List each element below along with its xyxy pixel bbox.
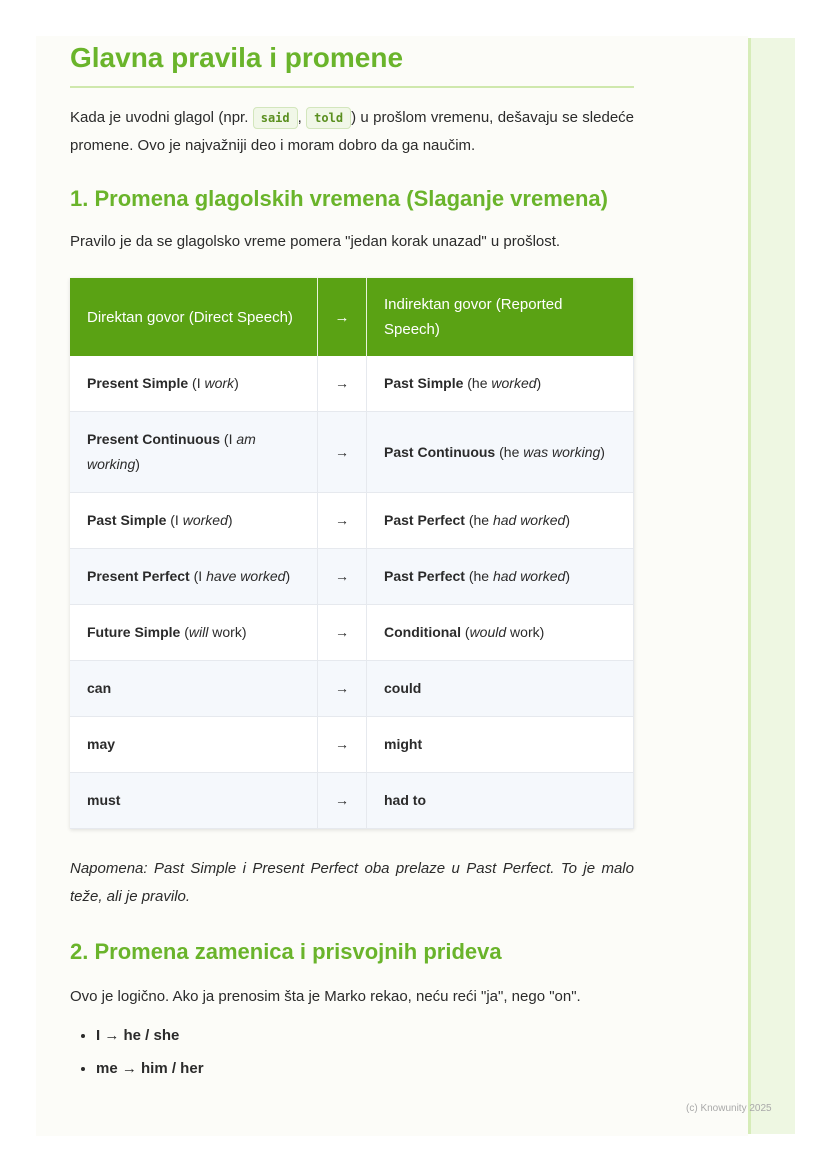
cell-direct <box>70 717 318 773</box>
intro-sep: , <box>297 109 307 126</box>
cell-text-d-bold: Past Simple <box>87 512 167 528</box>
cell-reported <box>367 493 634 549</box>
arrow-icon: → <box>318 493 367 549</box>
note-paragraph: Napomena: Past Simple i Present Perfect oba prelaze u Past Perfect. To je malo teže, ali je pravilo. <box>70 860 634 905</box>
cell-direct <box>70 356 318 412</box>
cell-reported <box>367 661 634 717</box>
list-item: • I → he / she <box>96 1025 634 1047</box>
cell-reported <box>367 412 634 493</box>
arrow-icon: → <box>318 717 367 773</box>
arrow-icon: → <box>318 549 367 605</box>
cell-direct <box>70 661 318 717</box>
cell-text-d-it: will <box>188 624 209 640</box>
cell-text-d-post: (I <box>189 568 207 584</box>
table-row <box>70 412 634 493</box>
cell-text-d-bold: Present Simple <box>87 375 189 391</box>
cell-text-d-end: ) <box>227 512 233 528</box>
intro-text-2: ) u prošlom vremenu, dešavaju se sledeće promene. Ovo je najvažniji deo i moram dobro da ga naučim. <box>70 109 635 154</box>
cell-text-d-bold: may <box>87 736 116 752</box>
cell-text-r-end: ) <box>536 375 542 391</box>
table-row <box>70 717 634 773</box>
table-header-row <box>70 278 634 356</box>
cell-text-r-it: worked <box>491 375 537 391</box>
cell-reported <box>367 605 634 661</box>
cell-text-r-bold: might <box>384 736 423 752</box>
code-told: told <box>306 107 351 129</box>
footer-copyright: (c) Knowunity 2025 <box>686 1103 772 1114</box>
document-content <box>70 40 634 1091</box>
table-row <box>70 773 634 829</box>
cell-direct <box>70 412 318 493</box>
cell-text-r-post: (he <box>464 512 493 528</box>
arrow-icon: → <box>318 773 367 829</box>
list-item: • me → him / her <box>96 1058 634 1080</box>
cell-reported <box>367 773 634 829</box>
cell-reported <box>367 356 634 412</box>
cell-text-r-bold: Past Simple <box>384 375 464 391</box>
cell-text-r-post: (he <box>463 375 492 391</box>
cell-text-d-bold: Present Perfect <box>87 568 190 584</box>
cell-text-r-post: ( <box>461 624 470 640</box>
cell-text-d-post: (I <box>220 431 237 447</box>
cell-text-r-bold: could <box>384 680 422 696</box>
cell-text-r-bold: had to <box>384 792 426 808</box>
arrow-icon: → <box>318 412 367 493</box>
cell-text-r-bold: Past Continuous <box>384 443 496 460</box>
page-title: Glavna pravila i promene <box>70 40 634 88</box>
cell-text-r-end: ) <box>600 443 605 460</box>
arrow-icon: → <box>318 661 367 717</box>
cell-text-r-end: work) <box>506 624 545 640</box>
arrow-icon: → <box>318 605 367 661</box>
cell-text-r-post: (he <box>495 443 524 460</box>
table-row <box>70 549 634 605</box>
section1-heading: 1. Promena glagolskih vremena (Slaganje vremena) <box>70 186 608 211</box>
cell-direct <box>70 549 318 605</box>
header-arrow: → <box>318 278 367 356</box>
cell-text-d-bold: can <box>87 680 112 696</box>
cell-reported <box>367 717 634 773</box>
cell-text-d-end: ) <box>234 375 239 391</box>
cell-direct <box>70 773 318 829</box>
code-said: said <box>253 107 298 129</box>
cell-reported <box>367 549 634 605</box>
section2-text: Ovo je logično. Ako ja prenosim šta je Marko rekao, neću reći "ja", nego "on". <box>70 988 581 1005</box>
cell-text-r-it: had worked <box>492 512 566 528</box>
cell-text-r-bold: Conditional <box>384 624 461 640</box>
header-reported: Indirektan govor (Reported Speech) <box>367 278 634 356</box>
cell-text-r-it: would <box>469 624 507 640</box>
section2-heading: 2. Promena zamenica i prisvojnih prideva <box>70 939 502 964</box>
cell-text-d-it: work <box>204 375 235 391</box>
cell-text-d-end: ) <box>135 456 140 472</box>
section1-rule: Pravilo je da se glagolsko vreme pomera "jedan korak unazad" u prošlost. <box>70 233 561 250</box>
cell-text-d-end: ) <box>285 568 291 584</box>
cell-text-d-bold: Future Simple <box>87 624 181 640</box>
header-direct: Direktan govor (Direct Speech) <box>70 278 318 356</box>
cell-text-d-end: work) <box>208 624 247 640</box>
cell-text-d-post: (I <box>188 375 205 391</box>
intro-text-1: Kada je uvodni glagol (npr. <box>70 109 253 126</box>
cell-text-d-it: worked <box>182 512 228 528</box>
cell-text-r-it: was working <box>523 443 601 460</box>
cell-direct <box>70 493 318 549</box>
cell-text-r-bold: Past Perfect <box>384 512 465 528</box>
cell-text-r-it: had worked <box>492 568 566 584</box>
side-stripe <box>748 38 795 1134</box>
cell-text-r-post: (he <box>464 568 493 584</box>
cell-text-d-it: am working <box>87 431 256 472</box>
cell-text-d-post: ( <box>180 624 189 640</box>
cell-text-d-bold: must <box>87 792 121 808</box>
table-row <box>70 356 634 412</box>
intro-paragraph <box>70 104 634 160</box>
cell-text-r-end: ) <box>565 568 571 584</box>
tense-table <box>70 278 634 829</box>
table-row <box>70 661 634 717</box>
cell-text-d-bold: Present Continuous <box>87 431 221 447</box>
cell-direct <box>70 605 318 661</box>
cell-text-d-post: (I <box>166 512 183 528</box>
cell-text-r-bold: Past Perfect <box>384 568 465 584</box>
arrow-icon: → <box>318 356 367 412</box>
cell-text-d-it: have worked <box>206 568 286 584</box>
cell-text-r-end: ) <box>565 512 571 528</box>
table-row <box>70 605 634 661</box>
table-row <box>70 493 634 549</box>
pronoun-list <box>70 1025 634 1080</box>
